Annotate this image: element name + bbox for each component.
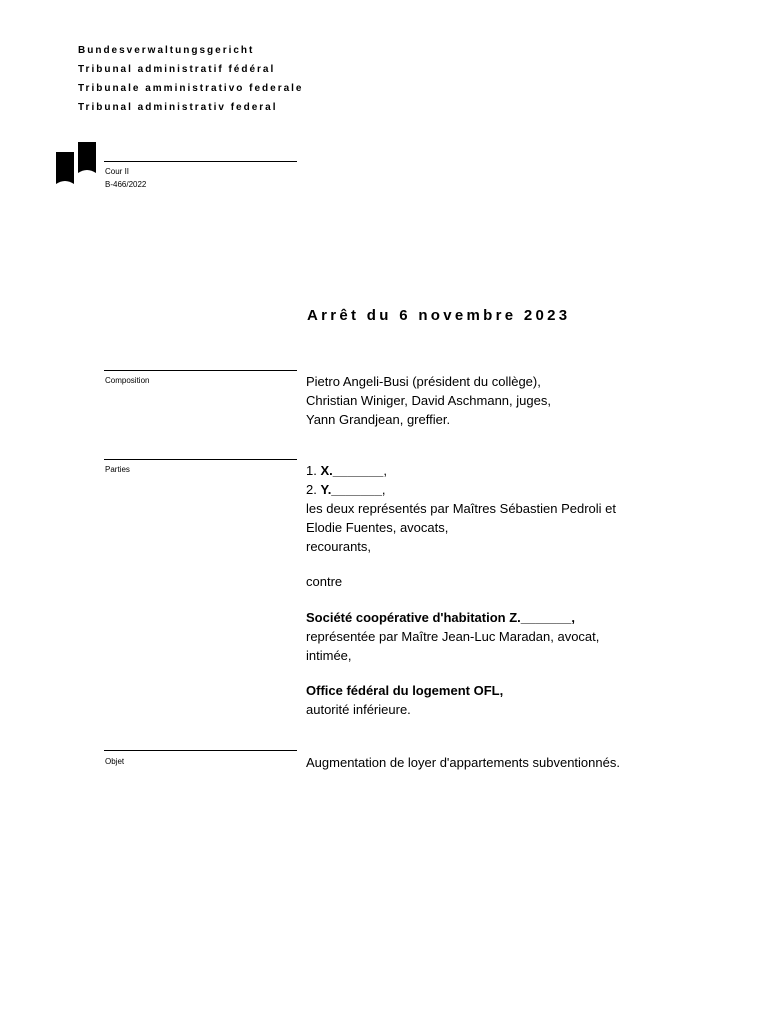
composition-label: Composition: [105, 376, 150, 385]
header-divider: [104, 161, 297, 162]
court-name-rm: Tribunal administrativ federal: [78, 102, 278, 113]
respondent-line: représentée par Maître Jean-Luc Maradan, avocat,: [306, 629, 600, 644]
representation-line: les deux représentés par Maîtres Sébastien Pedroli et: [306, 501, 617, 516]
respondent-name: Société coopérative d'habitation Z._______,: [306, 610, 575, 625]
party-2: 2. Y._______,: [306, 482, 386, 497]
respondent-line: intimée,: [306, 648, 352, 663]
authority-role: autorité inférieure.: [306, 702, 411, 717]
court-names: [78, 41, 304, 117]
objet-label: Objet: [105, 757, 125, 766]
contre: contre: [306, 574, 343, 589]
case-number: B-466/2022: [105, 180, 147, 189]
parties-text: [306, 461, 616, 719]
objet-text: Augmentation de loyer d'appartements subventionnés.: [306, 755, 620, 770]
objet-divider: [104, 750, 297, 751]
party-1: 1. X._______,: [306, 463, 387, 478]
court-name-de: Bundesverwaltungsgericht: [78, 45, 255, 56]
composition-line: Yann Grandjean, greffier.: [306, 412, 451, 427]
judgment-title: Arrêt du 6 novembre 2023: [307, 307, 571, 324]
court-name-fr: Tribunal administratif fédéral: [78, 64, 276, 75]
representation-line: recourants,: [306, 539, 372, 554]
representation-line: Elodie Fuentes, avocats,: [306, 520, 449, 535]
composition-divider: [104, 370, 297, 371]
court-logo-icon: [56, 142, 96, 186]
composition-text: [306, 372, 551, 429]
parties-label: Parties: [105, 465, 130, 474]
composition-line: Pietro Angeli-Busi (président du collège),: [306, 374, 541, 389]
parties-divider: [104, 459, 297, 460]
composition-line: Christian Winiger, David Aschmann, juges,: [306, 393, 551, 408]
court-name-it: Tribunale amministrativo federale: [78, 83, 304, 94]
authority-name: Office fédéral du logement OFL,: [306, 683, 504, 698]
chamber: Cour II: [105, 167, 130, 176]
